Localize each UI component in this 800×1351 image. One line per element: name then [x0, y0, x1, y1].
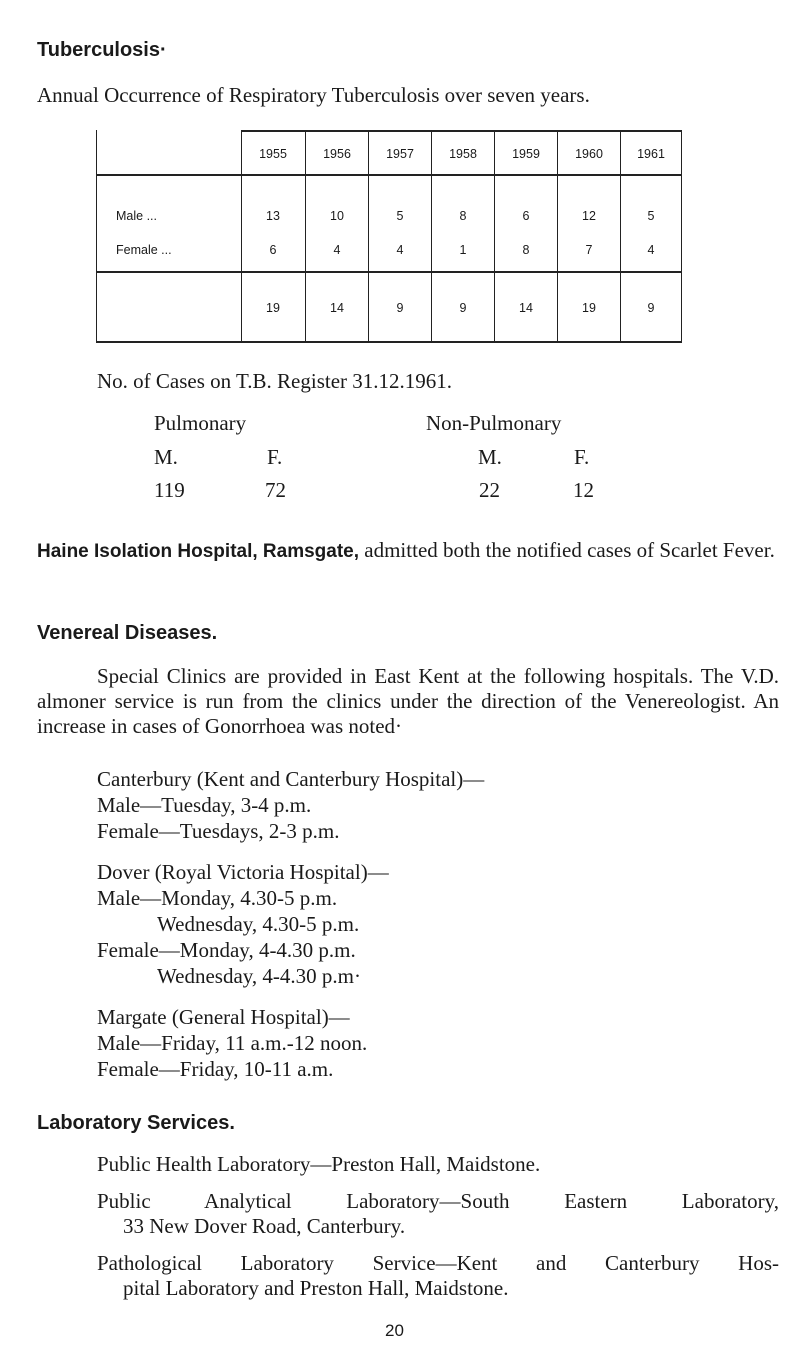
- vd-paragraph: Special Clinics are provided in East Kent at the following hospitals. The V.D. almoner service is run from the clinics under the direction of the Venereologist. An increase in cases of Gonorrhoea was noted·: [37, 664, 779, 738]
- total-cell: 9: [396, 301, 404, 315]
- table-cell: 13: [266, 209, 280, 223]
- pulmonary-f-label: F.: [267, 445, 283, 469]
- non-pulmonary-label: Non-Pulmonary: [426, 411, 562, 435]
- pulmonary-label: Pulmonary: [154, 411, 247, 435]
- haine-rest: admitted both the notified cases of Scarlet Fever.: [359, 538, 775, 562]
- year-header: 1955: [259, 147, 287, 161]
- lab-line: Pathological Laboratory Service—Kent and Canterbury Hos-: [97, 1251, 779, 1275]
- total-cell: 19: [266, 301, 280, 315]
- page-number: 20: [385, 1321, 404, 1340]
- clinic-line: Male—Tuesday, 3-4 p.m.: [97, 793, 312, 817]
- lab-line: Public Health Laboratory—Preston Hall, Maidstone.: [97, 1152, 541, 1176]
- clinic-line: Male—Friday, 11 a.m.-12 noon.: [97, 1031, 368, 1055]
- clinic-line: Margate (General Hospital)—: [97, 1005, 350, 1029]
- clinic-line: Dover (Royal Victoria Hospital)—: [97, 860, 389, 884]
- year-header: 1956: [323, 147, 351, 161]
- table-cell: 6: [522, 209, 530, 223]
- table-cell: 4: [396, 243, 404, 257]
- clinic-line: Female—Tuesdays, 2-3 p.m.: [97, 819, 340, 843]
- table-cell: 1: [459, 243, 467, 257]
- total-cell: 14: [330, 301, 344, 315]
- table-cell: 4: [333, 243, 341, 257]
- table-cell: 7: [585, 243, 593, 257]
- vd-heading: Venereal Diseases.: [37, 622, 218, 644]
- table-cell: 10: [330, 209, 344, 223]
- clinic-line: Canterbury (Kent and Canterbury Hospital)—: [97, 767, 485, 791]
- table-cell: 6: [269, 243, 277, 257]
- total-cell: 9: [647, 301, 655, 315]
- table-cell: 8: [522, 243, 530, 257]
- pulmonary-m-value: 119: [154, 478, 185, 502]
- lab-line: pital Laboratory and Preston Hall, Maidstone.: [123, 1276, 509, 1300]
- lab-heading: Laboratory Services.: [37, 1112, 235, 1134]
- tuberculosis-heading: Tuberculosis·: [37, 39, 167, 61]
- year-header: 1961: [637, 147, 665, 161]
- pulmonary-f-value: 72: [265, 478, 286, 502]
- pulmonary-m-label: M.: [154, 445, 178, 469]
- clinic-line: Wednesday, 4.30-5 p.m.: [157, 912, 360, 936]
- total-cell: 9: [459, 301, 467, 315]
- total-cell: 14: [519, 301, 533, 315]
- non-pulmonary-m-label: M.: [478, 445, 502, 469]
- row-label-female: Female ...: [116, 243, 172, 257]
- clinic-line: Female—Monday, 4-4.30 p.m.: [97, 938, 356, 962]
- tuberculosis-subtitle: Annual Occurrence of Respiratory Tuberculosis over seven years.: [37, 83, 590, 107]
- clinic-line: Female—Friday, 10-11 a.m.: [97, 1057, 334, 1081]
- table-cell: 5: [396, 209, 404, 223]
- year-header: 1958: [449, 147, 477, 161]
- clinic-line: Male—Monday, 4.30-5 p.m.: [97, 886, 338, 910]
- year-header: 1957: [386, 147, 414, 161]
- table-cell: 8: [459, 209, 467, 223]
- table-cell: 12: [582, 209, 596, 223]
- lab-line: Public Analytical Laboratory—South Eastern Laboratory,: [97, 1189, 779, 1213]
- non-pulmonary-f-value: 12: [573, 478, 594, 502]
- year-header: 1960: [575, 147, 603, 161]
- non-pulmonary-m-value: 22: [479, 478, 500, 502]
- lab-line: 33 New Dover Road, Canterbury.: [123, 1214, 406, 1238]
- haine-bold: Haine Isolation Hospital, Ramsgate,: [37, 541, 360, 562]
- row-label-male: Male ...: [116, 209, 157, 223]
- year-header: 1959: [512, 147, 540, 161]
- total-cell: 19: [582, 301, 596, 315]
- haine-paragraph: [37, 538, 779, 564]
- table-cell: 5: [647, 209, 655, 223]
- clinic-line: Wednesday, 4-4.30 p.m·: [157, 964, 361, 988]
- non-pulmonary-f-label: F.: [574, 445, 590, 469]
- register-title: No. of Cases on T.B. Register 31.12.1961.: [97, 369, 453, 393]
- table-cell: 4: [647, 243, 655, 257]
- tuberculosis-table: [96, 130, 682, 343]
